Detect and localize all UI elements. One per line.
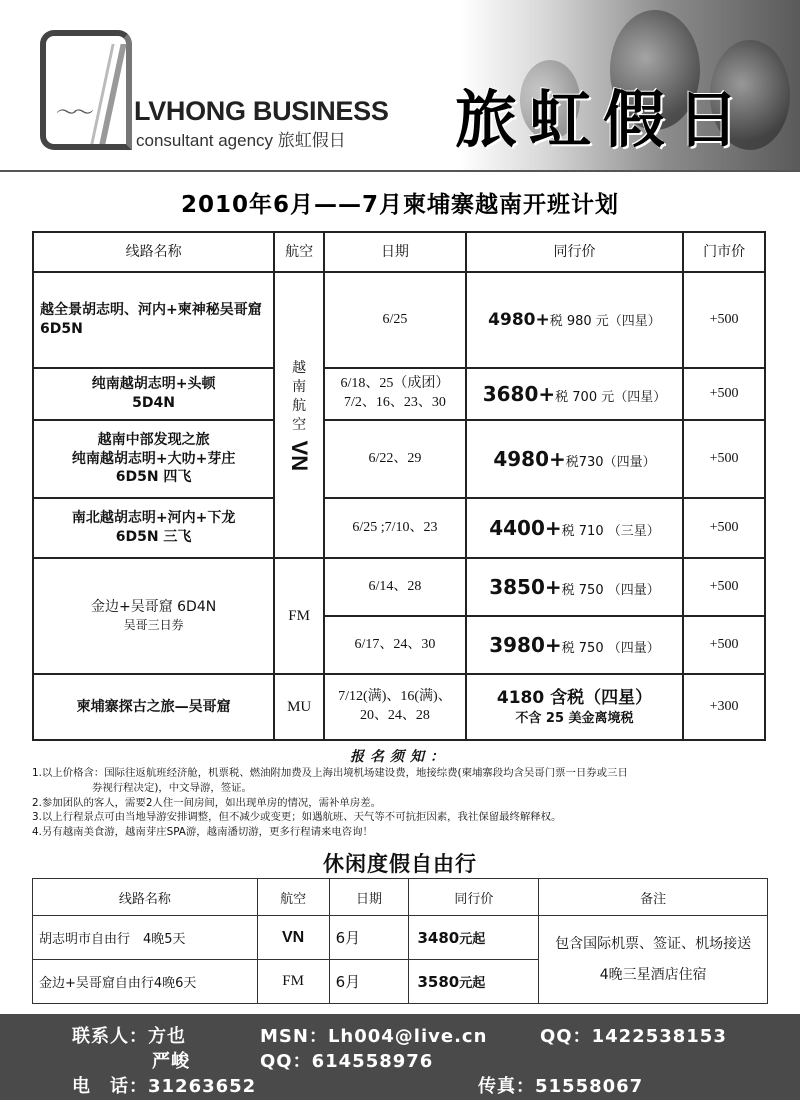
retail-price: +500 <box>683 272 765 368</box>
contact-person-2: 严峻 <box>152 1051 190 1072</box>
trade-price: 4980+税730（四量） <box>466 420 683 498</box>
col-header-airline: 航空 <box>274 232 324 272</box>
tour-schedule-table <box>32 231 766 741</box>
tour-date: 7/12(满)、16(满)、 20、24、28 <box>324 674 466 740</box>
table-row <box>33 558 765 616</box>
route-name: 纯南越胡志明+头顿 5D4N <box>33 368 274 420</box>
retail-price: +500 <box>683 420 765 498</box>
logo-icon: 〜〜 <box>40 30 132 150</box>
route-name: 南北越胡志明+河内+下龙 6D5N 三飞 <box>33 498 274 558</box>
contact-person: 联系人：方也 <box>72 1026 186 1047</box>
brand-subtitle: consultant agency 旅虹假日 <box>136 131 346 150</box>
col-header-date: 日期 <box>329 879 409 916</box>
table-row <box>33 498 765 558</box>
retail-price: +500 <box>683 368 765 420</box>
col-header-retail: 门市价 <box>683 232 765 272</box>
page-title: 2010年6月——7月柬埔寨越南开班计划 <box>180 192 620 218</box>
notice-title: 报名须知： <box>350 749 450 765</box>
trade-price: 4400+税 710 （三星） <box>466 498 683 558</box>
tour-date: 6月 <box>329 916 409 960</box>
table-row <box>33 674 765 740</box>
notice-item: 4.另有越南美食游，越南芽庄SPA游，越南潘切游，更多行程请来电咨询！ <box>32 826 373 839</box>
table-row <box>33 916 768 960</box>
route-name: 柬埔寨探古之旅—吴哥窟 <box>33 674 274 740</box>
col-header-price: 同行价 <box>466 232 683 272</box>
col-header-airline: 航空 <box>257 879 329 916</box>
header-banner <box>0 0 800 170</box>
retail-price: +500 <box>683 558 765 616</box>
airline-fm: FM <box>274 558 324 674</box>
tour-date: 6/25 ;7/10、23 <box>324 498 466 558</box>
airline-vn-cell: 越 南 航 空 VN <box>274 272 324 558</box>
trade-price: 3480元起 <box>409 916 539 960</box>
tour-date: 6/14、28 <box>324 558 466 616</box>
route-name: 越南中部发现之旅 纯南越胡志明+大叻+芽庄 6D5N 四飞 <box>33 420 274 498</box>
route-name: 金边+吴哥窟 6D4N 吴哥三日券 <box>33 558 274 674</box>
trade-price: 3680+税 700 元（四星） <box>466 368 683 420</box>
trade-price: 3580元起 <box>409 960 539 1004</box>
section-title: 休闲度假自由行 <box>323 852 477 876</box>
trade-price: 4980+税 980 元（四星） <box>466 272 683 368</box>
col-header-remark: 备注 <box>539 879 768 916</box>
route-name: 金边+吴哥窟自由行4晚6天 <box>33 960 258 1004</box>
airline-mu: MU <box>274 674 324 740</box>
airline: FM <box>257 960 329 1004</box>
table-row <box>33 272 765 368</box>
msn-contact: MSN：Lh004@live.cn <box>260 1026 488 1047</box>
table-row <box>33 368 765 420</box>
retail-price: +500 <box>683 616 765 674</box>
notice-item: 1.以上价格含：国际往返航班经济舱，机票税、燃油附加费及上海出境机场建设费，地接综费(柬埔寨段均含吴哥门票一日券或三日 <box>32 767 628 779</box>
table-header-row <box>33 879 768 916</box>
contact-footer <box>0 1014 800 1100</box>
brand-name: LVHONG BUSINESS <box>134 96 389 126</box>
table-row <box>33 420 765 498</box>
retail-price: +500 <box>683 498 765 558</box>
col-header-route: 线路名称 <box>33 879 258 916</box>
tour-date: 6/25 <box>324 272 466 368</box>
phone-contact: 电 话：31263652 <box>72 1076 257 1097</box>
trade-price: 4180 含税（四星） 不含 25 美金离境税 <box>466 674 683 740</box>
table-header-row <box>33 232 765 272</box>
trade-price: 3850+税 750 （四量） <box>466 558 683 616</box>
qq-contact-1: QQ：1422538153 <box>540 1026 727 1047</box>
notice-item: 3.以上行程景点可由当地导游安排调整，但不减少或变更；如遇航班、天气等不可抗拒因素，我社保留最终解释权。 <box>32 811 562 824</box>
trade-price: 3980+税 750 （四量） <box>466 616 683 674</box>
notice-item: 2.参加团队的客人，需要2人住一间房间，如出现单房的情况，需补单房差。 <box>32 796 382 809</box>
tour-date: 6/18、25（成团） 7/2、16、23、30 <box>324 368 466 420</box>
tour-date: 6/17、24、30 <box>324 616 466 674</box>
route-name: 越全景胡志明、河内+柬神秘吴哥窟 6D5N <box>33 272 274 368</box>
tour-date: 6月 <box>329 960 409 1004</box>
airline: VN <box>257 916 329 960</box>
remark: 包含国际机票、签证、机场接送 4晚三星酒店住宿 <box>539 916 768 1004</box>
free-travel-table <box>32 878 768 1004</box>
col-header-date: 日期 <box>324 232 466 272</box>
col-header-route: 线路名称 <box>33 232 274 272</box>
notice-item: 券视行程决定)，中文导游，签证。 <box>92 781 252 794</box>
route-name: 胡志明市自由行 4晚5天 <box>33 916 258 960</box>
divider <box>0 170 800 172</box>
fax-contact: 传真：51558067 <box>478 1076 644 1097</box>
retail-price: +300 <box>683 674 765 740</box>
tour-date: 6/22、29 <box>324 420 466 498</box>
col-header-price: 同行价 <box>409 879 539 916</box>
qq-contact-2: QQ：614558976 <box>260 1051 434 1072</box>
notice-list <box>32 766 772 840</box>
brand-title: 旅虹假日 <box>455 83 752 156</box>
